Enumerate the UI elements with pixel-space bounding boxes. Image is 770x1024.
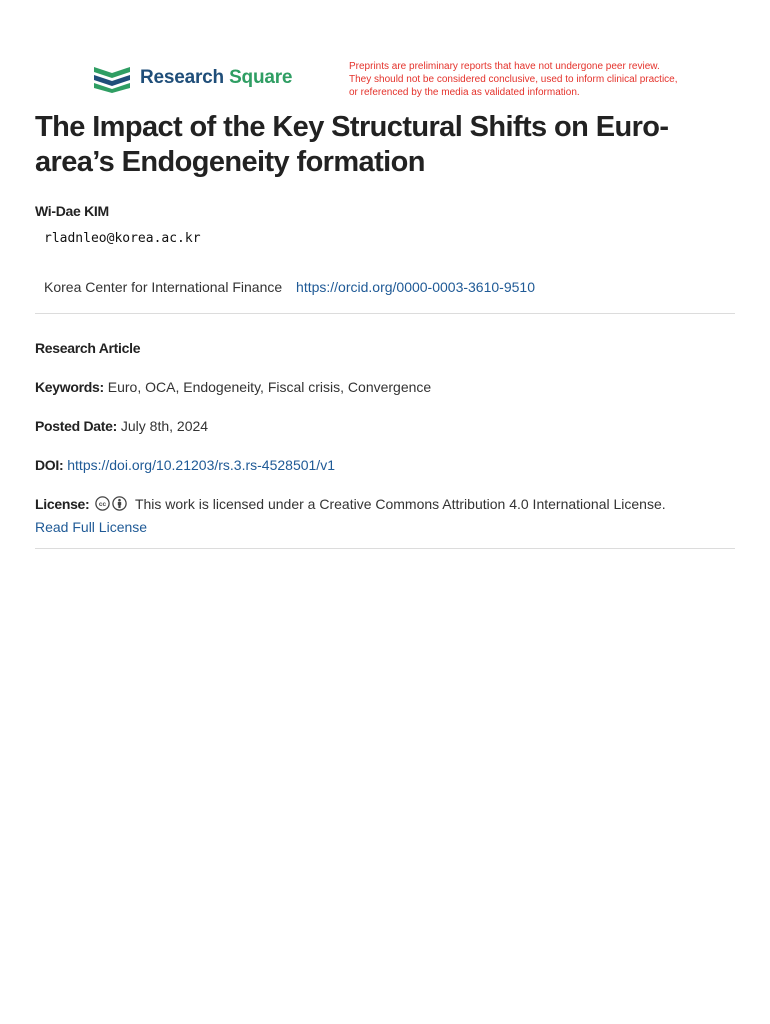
by-icon: [112, 496, 127, 511]
article-title: The Impact of the Key Structural Shifts on Euro-area’s Endogeneity formation: [35, 111, 669, 178]
article-type-label: Research Article: [35, 340, 141, 356]
doi-link[interactable]: https://doi.org/10.21203/rs.3.rs-4528501/v1: [67, 457, 335, 473]
keywords-label: Keywords:: [35, 379, 104, 395]
author-email: rladnleo@korea.ac.kr: [44, 231, 201, 246]
posted-date-row: [35, 418, 208, 434]
license-label: License:: [35, 496, 90, 512]
license-icons: [95, 496, 129, 511]
disclaimer-line-2: They should not be considered conclusive, used to inform clinical practice,: [349, 74, 678, 85]
posted-date-label: Posted Date:: [35, 418, 117, 434]
article-type: [35, 340, 140, 356]
affiliation-name: Korea Center for International Finance: [44, 279, 283, 295]
divider-bottom: [35, 548, 735, 549]
author-affiliation: [44, 279, 535, 295]
posted-date-value: July 8th, 2024: [120, 418, 209, 434]
keywords-value: Euro, OCA, Endogeneity, Fiscal crisis, Convergence: [107, 379, 432, 395]
logo-word-research: Research: [140, 67, 224, 88]
doi-row: [35, 457, 335, 473]
author-name: Wi-Dae KIM: [35, 203, 109, 219]
orcid-link[interactable]: https://orcid.org/0000-0003-3610-9510: [296, 279, 535, 295]
preprint-disclaimer: [349, 60, 678, 99]
disclaimer-line-3: or referenced by the media as validated information.: [349, 87, 580, 98]
research-square-logo-icon: [94, 63, 130, 93]
doi-label: DOI:: [35, 457, 64, 473]
logo-wordmark: [140, 67, 292, 89]
keywords-row: [35, 379, 431, 395]
cc-icon: [95, 496, 110, 511]
disclaimer-line-1: Preprints are preliminary reports that have not undergone peer review.: [349, 61, 660, 72]
license-row: [35, 496, 666, 512]
logo-word-square: Square: [229, 67, 293, 88]
read-full-license-link[interactable]: Read Full License: [35, 519, 148, 535]
license-text: This work is licensed under a Creative Commons Attribution 4.0 International License.: [134, 496, 666, 512]
divider-top: [35, 313, 735, 314]
research-square-logo[interactable]: [94, 63, 292, 93]
svg-text:cc: cc: [99, 501, 107, 508]
header: [0, 0, 770, 100]
